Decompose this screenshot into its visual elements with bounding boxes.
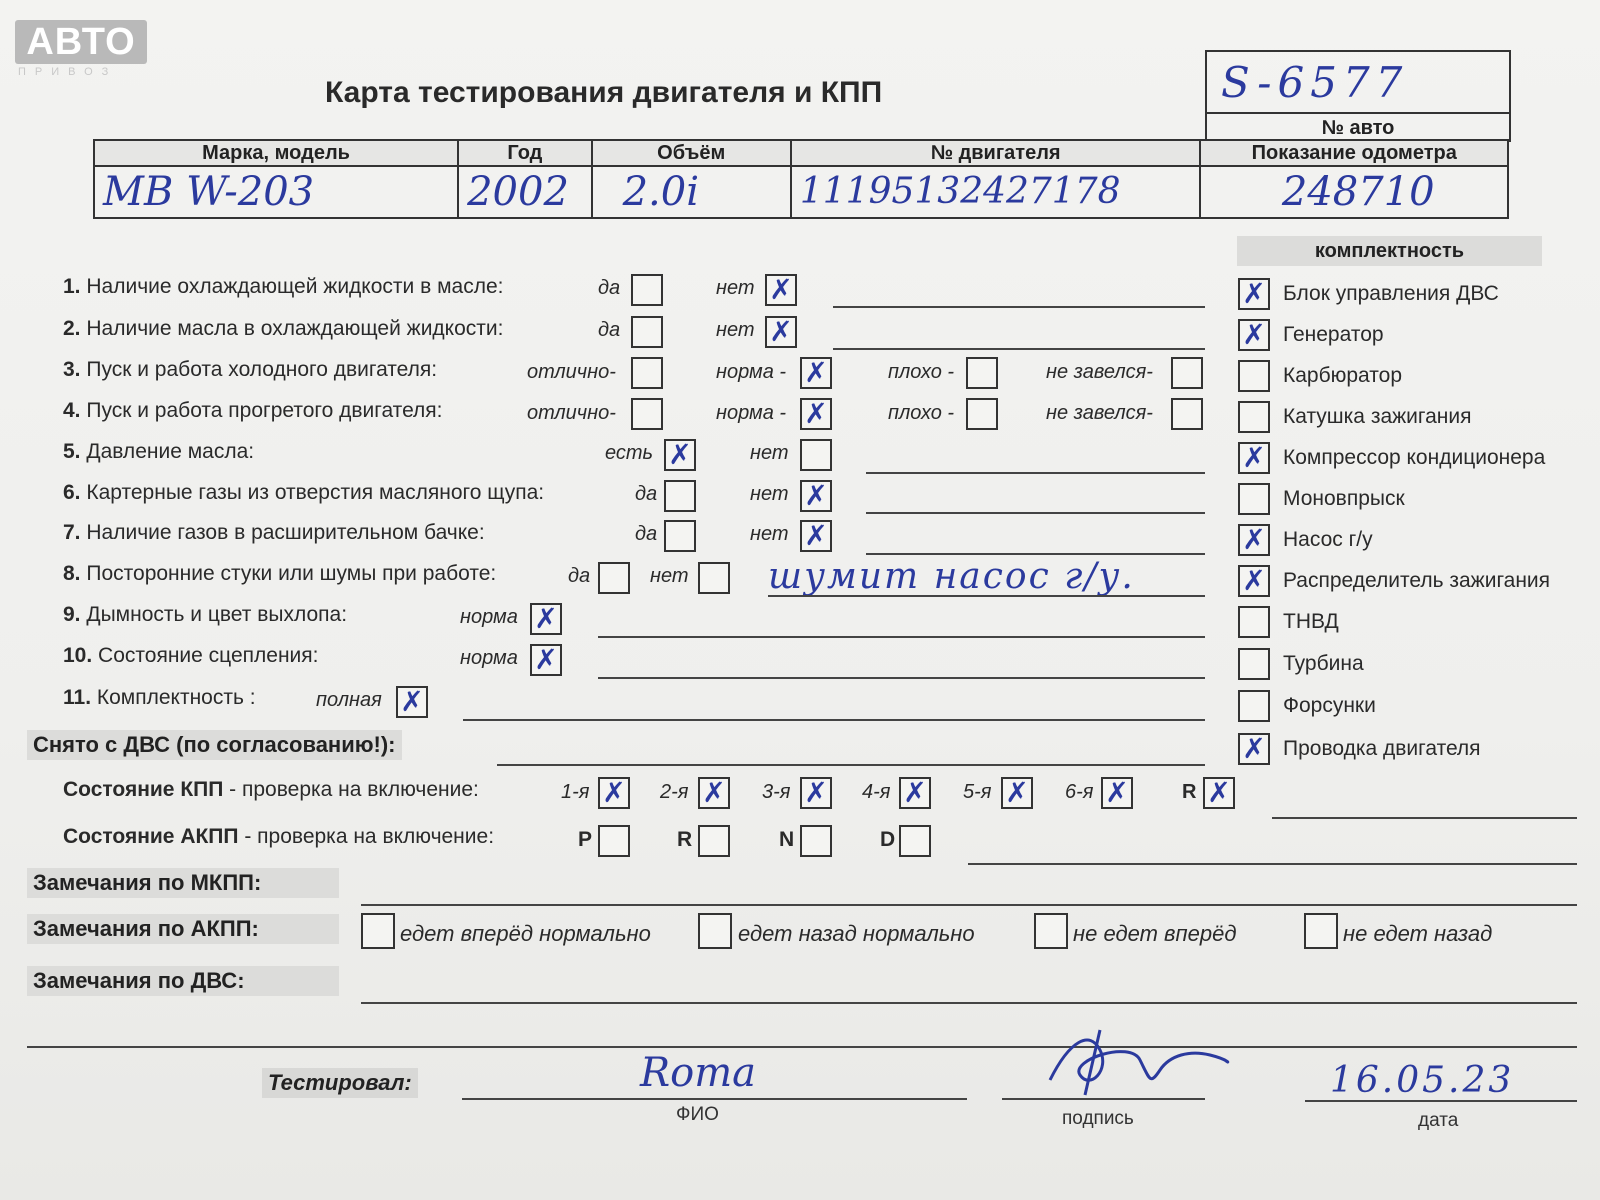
gear-5-checkbox[interactable]: ✗ (1001, 777, 1033, 809)
q4-checkbox-c[interactable] (966, 398, 998, 430)
komplekt-label-4: Компрессор кондиционера (1283, 446, 1546, 469)
question-7: 7. Наличие газов в расширительном бачке: (63, 521, 485, 544)
removed-note-line[interactable] (497, 764, 1205, 766)
q1-option-b-label: нет (716, 277, 755, 299)
akpp-note-line[interactable] (968, 863, 1577, 865)
komplekt-checkbox-7[interactable]: ✗ (1238, 565, 1270, 597)
akpp-no-forward-checkbox[interactable] (1034, 913, 1068, 949)
q8-checkbox-a[interactable] (598, 562, 630, 594)
remarks-dvs-line[interactable] (361, 1002, 1577, 1004)
gear-6-label: 6-я (1065, 781, 1094, 803)
question-4: 4. Пуск и работа прогретого двигателя: (63, 399, 443, 422)
date-line[interactable] (1305, 1100, 1577, 1102)
q2-option-a-label: да (598, 319, 621, 341)
q6-checkbox-b[interactable]: ✗ (800, 480, 832, 512)
q2-checkbox-b[interactable]: ✗ (765, 316, 797, 348)
komplekt-checkbox-11[interactable]: ✗ (1238, 733, 1270, 765)
gear-r-checkbox[interactable]: ✗ (1203, 777, 1235, 809)
akpp-back-ok-checkbox[interactable] (698, 913, 732, 949)
akpp-no-forward-label: не едет вперёд (1073, 921, 1237, 946)
header-year-label: Год (458, 140, 592, 166)
q8-note-line[interactable] (768, 595, 1205, 597)
q1-checkbox-a[interactable] (631, 274, 663, 306)
q8-option-b-label: нет (650, 565, 689, 587)
logo-subtitle: ПРИВОЗ (18, 66, 118, 78)
akpp-mode-r-label: R (677, 828, 693, 851)
gear-2-checkbox[interactable]: ✗ (698, 777, 730, 809)
question-11: 11. Комплектность : (63, 686, 256, 709)
q4-checkbox-a[interactable] (631, 398, 663, 430)
gear-r-label: R (1182, 781, 1197, 803)
page-title: Карта тестирования двигателя и КПП (325, 76, 883, 109)
signature (1040, 1020, 1240, 1100)
komplekt-checkbox-1[interactable]: ✗ (1238, 319, 1270, 351)
volume-value[interactable]: 2.0i (592, 166, 791, 218)
q7-checkbox-a[interactable] (664, 520, 696, 552)
q4-option-a-label: отлично- (527, 402, 616, 424)
question-6: 6. Картерные газы из отверстия масляного щупа: (63, 481, 545, 504)
question-9: 9. Дымность и цвет выхлопа: (63, 603, 348, 626)
q11-note-line[interactable] (463, 719, 1205, 721)
komplekt-label-5: Моновпрыск (1283, 487, 1405, 510)
q3-option-a-label: отлично- (527, 361, 616, 383)
komplekt-checkbox-10[interactable] (1238, 690, 1270, 722)
komplekt-label-3: Катушка зажигания (1283, 405, 1472, 428)
komplekt-label-8: ТНВД (1283, 610, 1339, 633)
remarks-dvs-label: Замечания по ДВС: (27, 966, 339, 996)
q9-option-a-label: норма (460, 606, 518, 628)
q2-option-b-label: нет (716, 319, 755, 341)
engine-number-value[interactable]: 11195132427178 (791, 166, 1201, 218)
akpp-mode-n-checkbox[interactable] (800, 825, 832, 857)
gear-1-label: 1-я (561, 781, 590, 803)
akpp-no-back-label: не едет назад (1343, 921, 1493, 946)
komplekt-checkbox-6[interactable]: ✗ (1238, 524, 1270, 556)
auto-number-value: S-6577 (1221, 58, 1409, 107)
removed-section-label: Снято с ДВС (по согласованию!): (27, 730, 402, 760)
q3-option-d-label: не завелся- (1046, 361, 1153, 383)
date-caption: дата (1418, 1110, 1459, 1131)
gear-6-checkbox[interactable]: ✗ (1101, 777, 1133, 809)
q6-checkbox-a[interactable] (664, 480, 696, 512)
q2-checkbox-a[interactable] (631, 316, 663, 348)
question-8: 8. Посторонние стуки или шумы при работе: (63, 562, 497, 585)
question-2: 2. Наличие масла в охлаждающей жидкости: (63, 317, 504, 340)
tester-name: Roma (640, 1050, 756, 1096)
question-3: 3. Пуск и работа холодного двигателя: (63, 358, 438, 381)
akpp-forward-ok-label: едет вперёд нормально (400, 921, 651, 946)
q4-option-c-label: плохо - (888, 402, 955, 424)
akpp-mode-n-label: N (779, 828, 795, 851)
q8-handwritten-note: шумит насос г/у. (768, 556, 1135, 597)
q2-note-line[interactable] (833, 348, 1205, 350)
komplekt-checkbox-2[interactable] (1238, 360, 1270, 392)
q9-note-line[interactable] (598, 636, 1205, 638)
q4-option-d-label: не завелся- (1046, 402, 1153, 424)
q9-checkbox-a[interactable]: ✗ (530, 603, 562, 635)
kpp-label: Состояние КПП - проверка на включение: (63, 778, 479, 801)
q5-option-b-label: нет (750, 442, 789, 464)
komplekt-label-0: Блок управления ДВС (1283, 282, 1499, 305)
question-1: 1. Наличие охлаждающей жидкости в масле: (63, 275, 504, 298)
signature-line[interactable] (1002, 1098, 1205, 1100)
gear-4-label: 4-я (862, 781, 891, 803)
q10-note-line[interactable] (598, 677, 1205, 679)
year-value[interactable]: 2002 (458, 166, 592, 218)
q5-note-line[interactable] (866, 472, 1205, 474)
remarks-dvs-line-2[interactable] (27, 1046, 1577, 1048)
q3-option-c-label: плохо - (888, 361, 955, 383)
q7-option-a-label: да (635, 523, 658, 545)
gear-3-label: 3-я (762, 781, 791, 803)
komplekt-label-9: Турбина (1283, 652, 1364, 675)
remarks-mkpp-label: Замечания по МКПП: (27, 868, 339, 898)
q6-option-b-label: нет (750, 483, 789, 505)
q1-checkbox-b[interactable]: ✗ (765, 274, 797, 306)
gear-4-checkbox[interactable]: ✗ (899, 777, 931, 809)
question-5: 5. Давление масла: (63, 440, 255, 463)
fio-caption: ФИО (676, 1104, 719, 1125)
header-volume-label: Объём (592, 140, 791, 166)
vehicle-info-table (93, 139, 1509, 219)
komplekt-label-7: Распределитель зажигания (1283, 569, 1551, 592)
q3-option-b-label: норма - (716, 361, 787, 383)
signature-caption: подпись (1062, 1108, 1134, 1129)
header-odometer-label: Показание одометра (1200, 140, 1508, 166)
q1-note-line[interactable] (833, 306, 1205, 308)
komplekt-label-2: Карбюратор (1283, 364, 1403, 387)
q6-option-a-label: да (635, 483, 658, 505)
komplekt-checkbox-9[interactable] (1238, 648, 1270, 680)
komplekt-checkbox-5[interactable] (1238, 483, 1270, 515)
q10-option-a-label: норма (460, 647, 518, 669)
header-engine-number-label: № двигателя (791, 140, 1201, 166)
akpp-label: Состояние АКПП - проверка на включение: (63, 825, 495, 848)
q3-checkbox-d[interactable] (1171, 357, 1203, 389)
akpp-mode-r-checkbox[interactable] (698, 825, 730, 857)
akpp-forward-ok-checkbox[interactable] (361, 913, 395, 949)
q10-checkbox-a[interactable]: ✗ (530, 644, 562, 676)
q3-checkbox-b[interactable]: ✗ (800, 357, 832, 389)
logo: АВТО (15, 20, 147, 64)
q4-option-b-label: норма - (716, 402, 787, 424)
akpp-back-ok-label: едет назад нормально (738, 921, 975, 946)
q5-checkbox-b[interactable] (800, 439, 832, 471)
komplekt-label-10: Форсунки (1283, 694, 1376, 717)
q3-checkbox-a[interactable] (631, 357, 663, 389)
gear-2-label: 2-я (660, 781, 689, 803)
remarks-akpp-label: Замечания по АКПП: (27, 914, 339, 944)
akpp-mode-d-label: D (880, 828, 896, 851)
komplekt-checkbox-3[interactable] (1238, 401, 1270, 433)
komplekt-checkbox-0[interactable]: ✗ (1238, 278, 1270, 310)
akpp-no-back-checkbox[interactable] (1304, 913, 1338, 949)
komplektnost-heading: комплектность (1237, 236, 1542, 266)
q3-checkbox-c[interactable] (966, 357, 998, 389)
q7-checkbox-b[interactable]: ✗ (800, 520, 832, 552)
make-model-value[interactable]: МВ W-203 (94, 166, 458, 218)
komplekt-checkbox-8[interactable] (1238, 606, 1270, 638)
akpp-mode-p-checkbox[interactable] (598, 825, 630, 857)
gear-3-checkbox[interactable]: ✗ (800, 777, 832, 809)
q4-checkbox-d[interactable] (1171, 398, 1203, 430)
komplekt-label-11: Проводка двигателя (1283, 737, 1481, 760)
q5-option-a-label: есть (605, 442, 654, 464)
test-date: 16.05.23 (1330, 1060, 1515, 1101)
q8-option-a-label: да (568, 565, 591, 587)
akpp-mode-d-checkbox[interactable] (899, 825, 931, 857)
q6-note-line[interactable] (866, 512, 1205, 514)
q5-checkbox-a[interactable]: ✗ (664, 439, 696, 471)
q8-checkbox-b[interactable] (698, 562, 730, 594)
auto-number-box[interactable] (1205, 50, 1511, 112)
question-10: 10. Состояние сцепления: (63, 644, 319, 667)
q11-checkbox-a[interactable]: ✗ (396, 686, 428, 718)
q11-option-a-label: полная (316, 689, 382, 711)
komplekt-checkbox-4[interactable]: ✗ (1238, 442, 1270, 474)
gear-5-label: 5-я (963, 781, 992, 803)
komplekt-label-1: Генератор (1283, 323, 1384, 346)
gear-1-checkbox[interactable]: ✗ (598, 777, 630, 809)
komplekt-label-6: Насос г/у (1283, 528, 1373, 551)
akpp-mode-p-label: P (578, 828, 593, 851)
q7-option-b-label: нет (750, 523, 789, 545)
header-make-label: Марка, модель (94, 140, 458, 166)
fio-line[interactable] (462, 1098, 967, 1100)
q7-note-line[interactable] (866, 553, 1205, 555)
auto-number-label: № авто (1205, 112, 1511, 142)
remarks-mkpp-line[interactable] (361, 904, 1577, 906)
kpp-note-line[interactable] (1272, 817, 1577, 819)
q1-option-a-label: да (598, 277, 621, 299)
odometer-value[interactable]: 248710 (1200, 166, 1508, 218)
tested-by-label: Тестировал: (262, 1068, 418, 1098)
q4-checkbox-b[interactable]: ✗ (800, 398, 832, 430)
